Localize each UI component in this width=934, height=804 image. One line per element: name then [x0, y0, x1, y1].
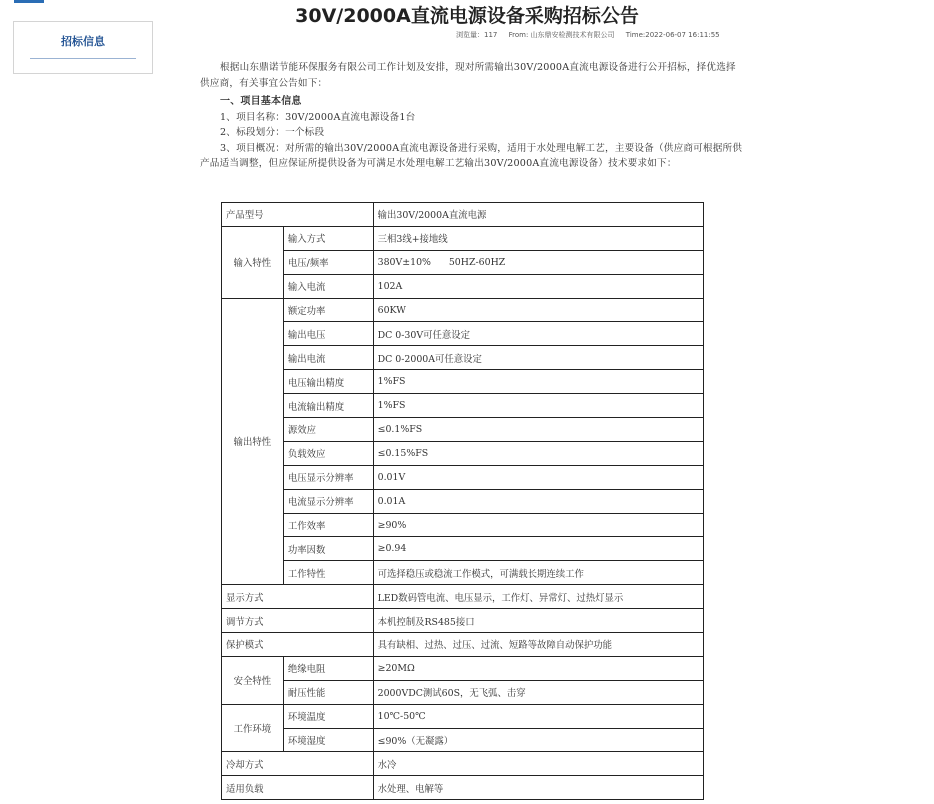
table-row — [222, 561, 704, 585]
spec-value: 60KW — [373, 298, 703, 322]
spec-label: 输出电压 — [283, 322, 373, 346]
spec-label: 显示方式 — [222, 585, 374, 609]
spec-value: DC 0-2000A可任意设定 — [373, 346, 703, 370]
spec-label: 工作特性 — [283, 561, 373, 585]
spec-value: 可选择稳压或稳流工作模式，可满载长期连续工作 — [373, 561, 703, 585]
table-row — [222, 250, 704, 274]
view-count: 浏览量：117 — [456, 31, 498, 39]
spec-value: 1%FS — [373, 370, 703, 394]
spec-value: 具有缺相、过热、过压、过流、短路等故障自动保护功能 — [373, 633, 703, 657]
spec-value: 水冷 — [373, 752, 703, 776]
category-cell: 输出特性 — [222, 298, 284, 585]
spec-label: 电流输出精度 — [283, 394, 373, 418]
table-row — [222, 513, 704, 537]
table-row — [222, 203, 704, 227]
category-cell: 工作环境 — [222, 704, 284, 752]
table-row — [222, 465, 704, 489]
table-row — [222, 274, 704, 298]
publish-time: Time:2022-06-07 16:11:55 — [625, 31, 720, 39]
spec-label: 负载效应 — [283, 441, 373, 465]
table-row — [222, 680, 704, 704]
spec-label: 电压输出精度 — [283, 370, 373, 394]
spec-label: 电压显示分辨率 — [283, 465, 373, 489]
spec-value: 水处理、电解等 — [373, 776, 703, 800]
table-row — [222, 752, 704, 776]
category-cell: 输入特性 — [222, 226, 284, 298]
spec-label: 功率因数 — [283, 537, 373, 561]
table-row — [222, 394, 704, 418]
table-row — [222, 585, 704, 609]
spec-label: 输入方式 — [283, 226, 373, 250]
spec-label: 产品型号 — [222, 203, 374, 227]
spec-label: 保护模式 — [222, 633, 374, 657]
table-row — [222, 298, 704, 322]
spec-label: 环境温度 — [283, 704, 373, 728]
spec-label: 电压/频率 — [283, 250, 373, 274]
article-source: From: 山东鼎安检测技术有限公司 — [508, 31, 615, 39]
spec-value: ≥20MΩ — [373, 656, 703, 680]
article-meta — [456, 30, 729, 40]
lot-division-item: 2、标段划分：一个标段 — [220, 127, 325, 138]
sidebar-divider — [30, 58, 136, 59]
spec-label: 环境湿度 — [283, 728, 373, 752]
spec-value: 1%FS — [373, 394, 703, 418]
table-row — [222, 418, 704, 442]
spec-table — [221, 202, 704, 800]
spec-value: 10℃-50℃ — [373, 704, 703, 728]
spec-value: 三相3线+接地线 — [373, 226, 703, 250]
sidebar-category-box — [13, 21, 153, 74]
article-body — [200, 60, 745, 172]
table-row — [222, 537, 704, 561]
spec-value: ≥90% — [373, 513, 703, 537]
spec-value: DC 0-30V可任意设定 — [373, 322, 703, 346]
spec-value: ≤0.1%FS — [373, 418, 703, 442]
spec-label: 电流显示分辨率 — [283, 489, 373, 513]
project-name-item: 1、项目名称：30V/2000A直流电源设备1台 — [220, 111, 416, 123]
table-row — [222, 489, 704, 513]
spec-value: 0.01V — [373, 465, 703, 489]
sidebar-category-link[interactable]: 招标信息 — [61, 35, 105, 48]
table-row — [222, 609, 704, 633]
spec-label: 输入电流 — [283, 274, 373, 298]
spec-value: 本机控制及RS485接口 — [373, 609, 703, 633]
table-row — [222, 776, 704, 800]
spec-value: ≤90%（无凝露） — [373, 728, 703, 752]
spec-value: 输出30V/2000A直流电源 — [373, 203, 703, 227]
spec-value: 102A — [373, 274, 703, 298]
table-row — [222, 226, 704, 250]
spec-label: 源效应 — [283, 418, 373, 442]
spec-value: 0.01A — [373, 489, 703, 513]
table-row — [222, 370, 704, 394]
spec-label: 工作效率 — [283, 513, 373, 537]
spec-label: 调节方式 — [222, 609, 374, 633]
section-heading: 一、项目基本信息 — [220, 96, 302, 107]
spec-value: 2000VDC测试60S，无飞弧、击穿 — [373, 680, 703, 704]
table-row — [222, 441, 704, 465]
article-title: 30V/2000A直流电源设备采购招标公告 — [295, 5, 639, 27]
spec-label: 适用负载 — [222, 776, 374, 800]
table-row — [222, 322, 704, 346]
table-row — [222, 656, 704, 680]
table-row — [222, 704, 704, 728]
project-overview-item: 3、项目概况：对所需的输出30V/2000A直流电源设备进行采购，适用于水处理电解工艺，主要设备（供应商可根据所供产品适当调整，但应保证所提供设备为可满足水处理电解工艺输出30V/2000A直流电源设备）技术要求如下： — [200, 142, 743, 169]
intro-paragraph: 根据山东鼎诺节能环保服务有限公司工作计划及安排，现对所需输出30V/2000A直流电源设备进行公开招标，择优选择供应商，有关事宜公告如下： — [200, 62, 736, 89]
table-row — [222, 346, 704, 370]
spec-label: 耐压性能 — [283, 680, 373, 704]
spec-label: 额定功率 — [283, 298, 373, 322]
category-cell: 安全特性 — [222, 656, 284, 704]
spec-value: ≥0.94 — [373, 537, 703, 561]
spec-value: LED数码管电流、电压显示，工作灯、异常灯、过热灯显示 — [373, 585, 703, 609]
spec-label: 冷却方式 — [222, 752, 374, 776]
spec-value: ≤0.15%FS — [373, 441, 703, 465]
spec-label: 输出电流 — [283, 346, 373, 370]
spec-value: 380V±10% 50HZ-60HZ — [373, 250, 703, 274]
table-row — [222, 728, 704, 752]
table-row — [222, 633, 704, 657]
spec-label: 绝缘电阻 — [283, 656, 373, 680]
